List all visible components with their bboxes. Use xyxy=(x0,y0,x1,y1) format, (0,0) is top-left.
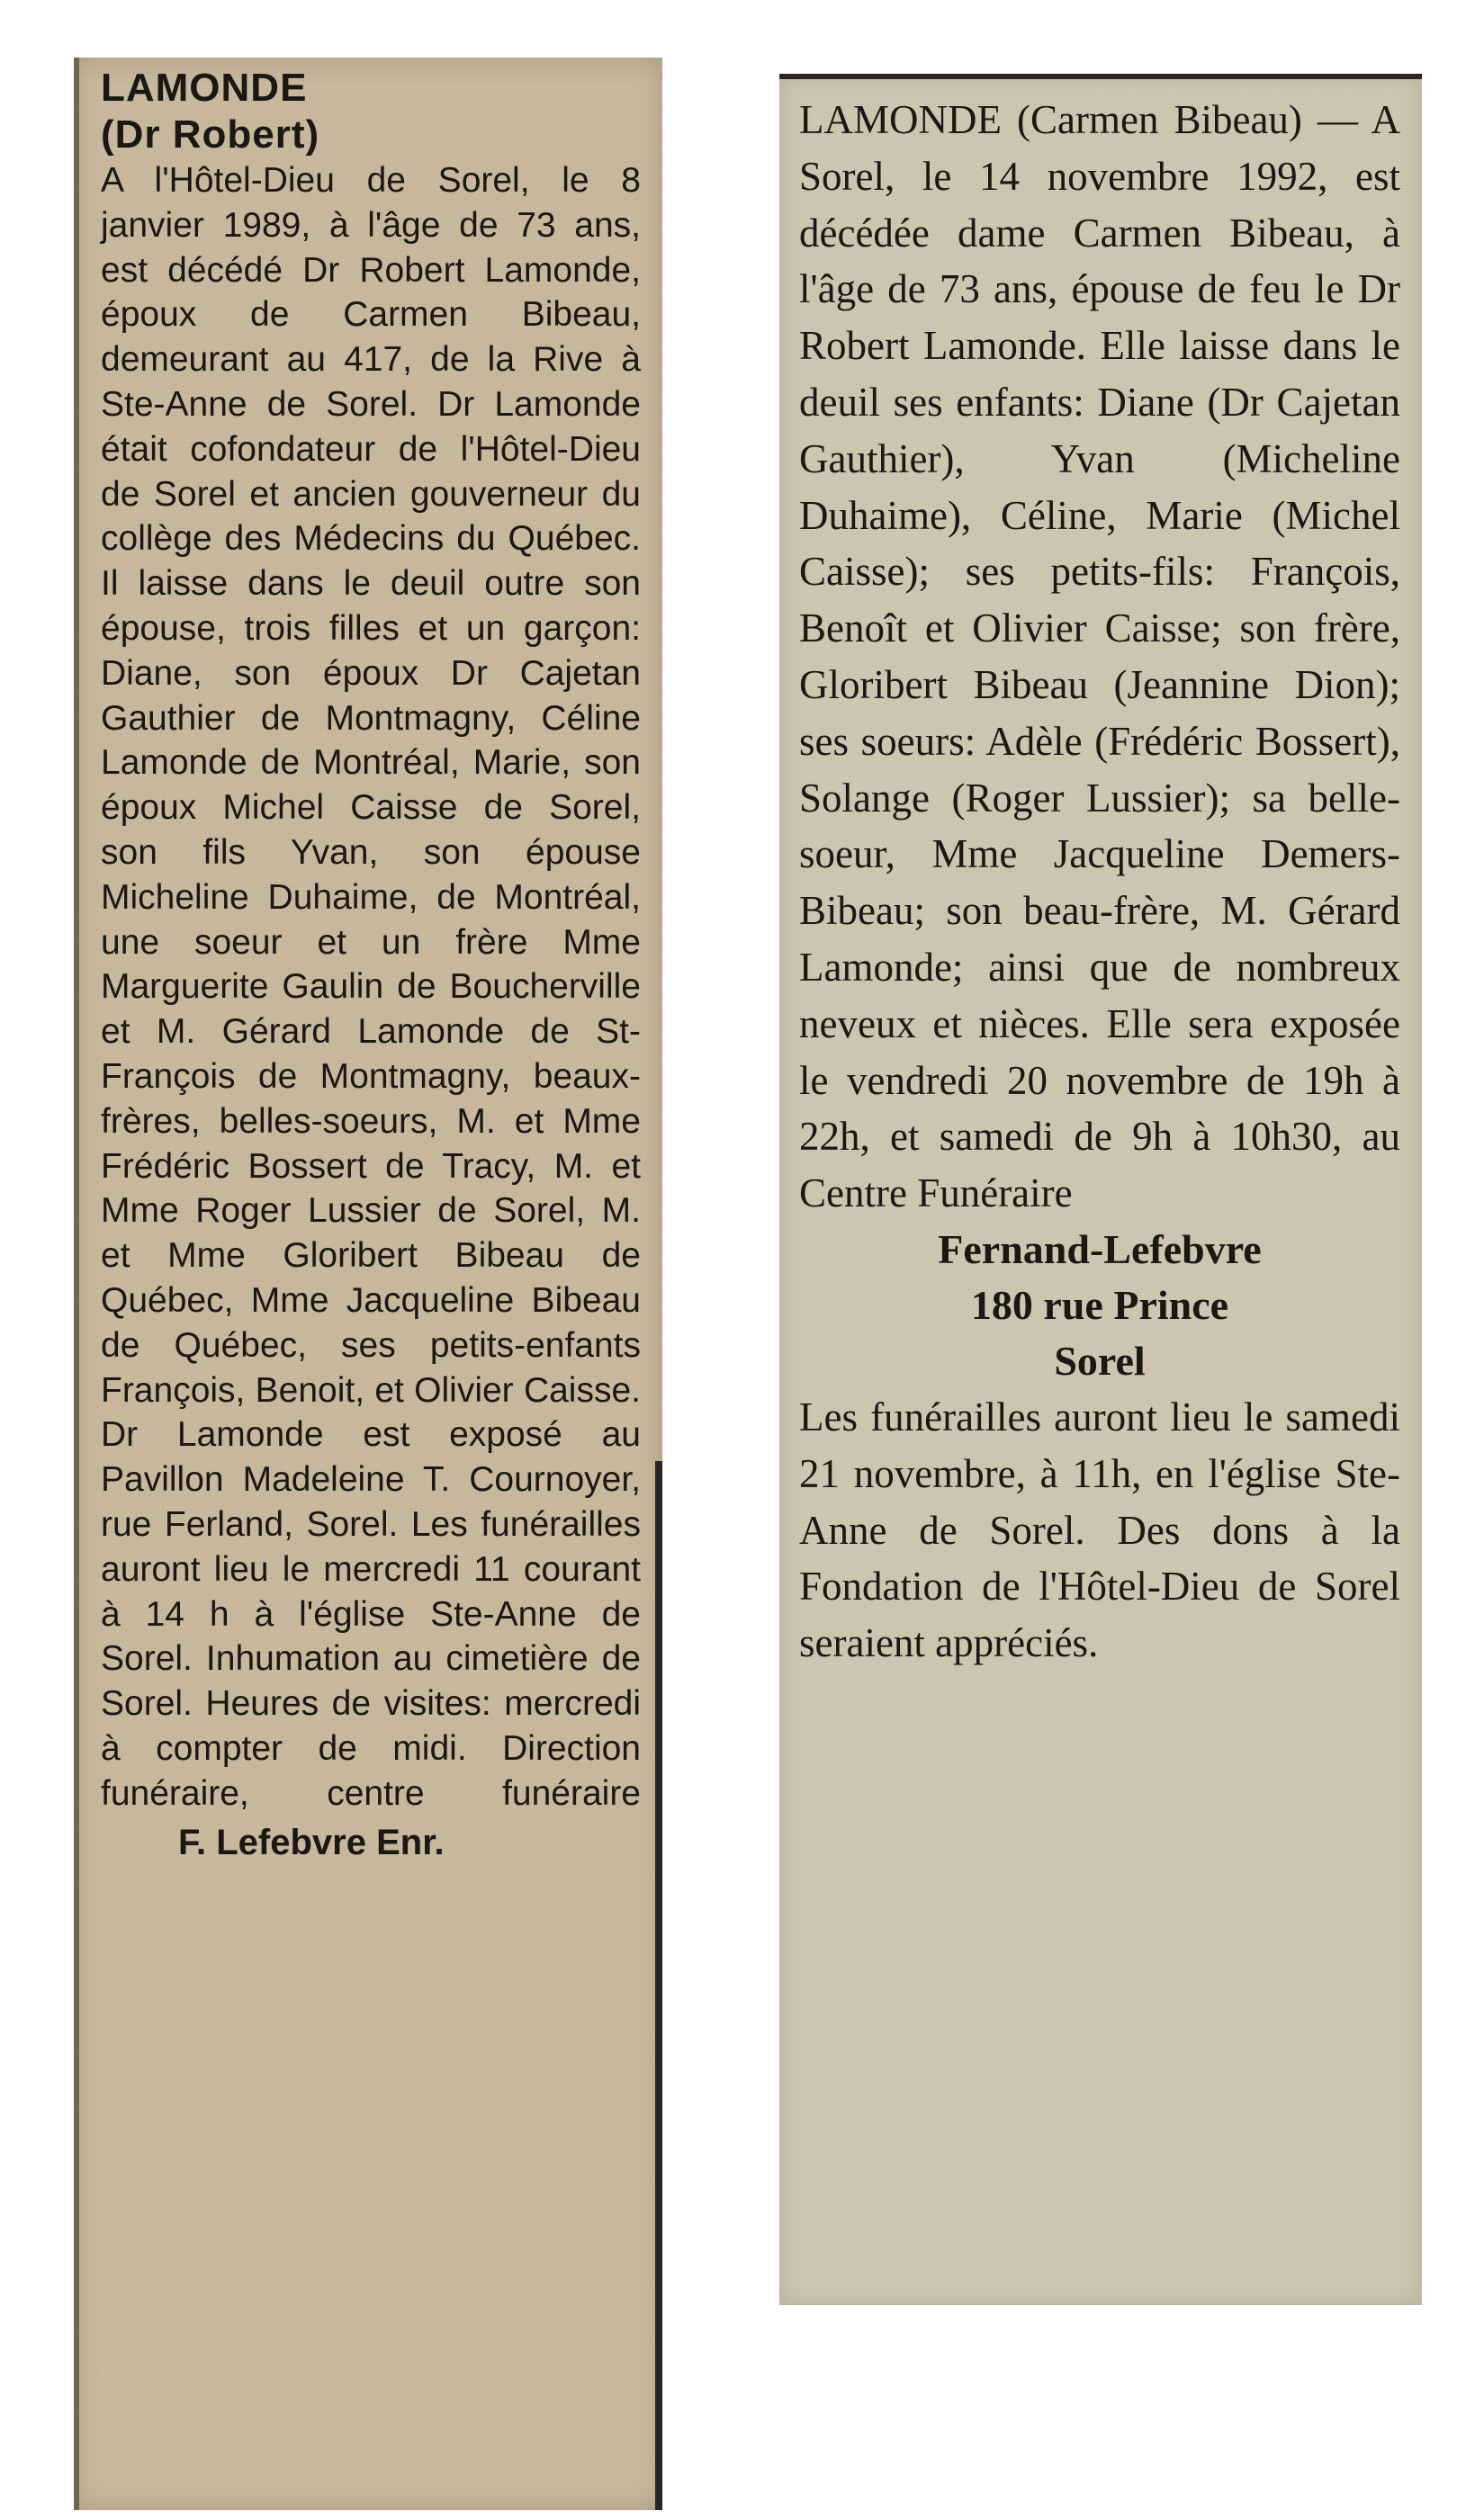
obituary-signature: F. Lefebvre Enr. xyxy=(178,1823,445,1863)
obituary-closing: Les funérailles auront lieu le samedi 21 novembre, à 11h, en l'église Ste-Anne de Sorel. Des dons à la Fondation de l'Hôtel-Dieu de Sorel seraient appréciés. xyxy=(799,1394,1400,1666)
obituary-body xyxy=(101,158,641,1816)
obituary-clipping-robert-lamonde xyxy=(74,58,662,2510)
obituary-name: LAMONDE xyxy=(101,66,308,110)
obituary-subname: (Dr Robert) xyxy=(101,112,320,157)
funeral-home-block xyxy=(799,1222,1400,1389)
obituary-clipping-carmen-bibeau xyxy=(779,74,1422,2305)
funeral-home-name: Fernand-Lefebvre xyxy=(938,1225,1262,1272)
obituary-text-block xyxy=(101,65,641,1866)
obituary-body-text: A l'Hôtel-Dieu de Sorel, le 8 janvier 1989, à l'âge de 73 ans, est décédé Dr Robert Lamonde, époux de Carmen Bibeau, demeurant au 417, de la Rive à Ste-Anne de Sorel. Dr Lamonde était cofondateur de l'Hôtel-Dieu de Sorel et ancien gouverneur du collège des Médecins du Québec. Il laisse dans le deuil outre son épouse, trois filles et un garçon: Diane, son époux Dr Cajetan Gauthier de Montmagny, Céline Lamonde de Montréal, Marie, son époux Michel Caisse de Sorel, son fils Yvan, son épouse Micheline Duhaime, de Montréal, une soeur et un frère Mme Marguerite Gaulin de Boucherville et M. Gérard Lamonde de St-François de Montmagny, beaux-frères, belles-soeurs, M. et Mme Frédéric Bossert de Tracy, M. et Mme Roger Lussier de Sorel, M. et Mme Gloribert Bibeau de Québec, Mme Jacqueline Bibeau de Québec, ses petits-enfants François, Benoit, et Olivier Caisse. Dr Lamonde est exposé au Pavillon Madeleine T. Cournoyer, rue Ferland, Sorel. Les funérailles auront lieu le mercredi 11 courant à 14 h à l'église Ste-Anne de Sorel. Inhumation au cimetière de Sorel. Heures de visites: mercredi à compter de midi. Direction funéraire, centre funéraire xyxy=(101,161,641,1813)
obituary-text-block xyxy=(799,92,1400,1672)
funeral-home-city: Sorel xyxy=(1054,1337,1146,1384)
obituary-intro: LAMONDE (Carmen Bibeau) — A Sorel, le 14 novembre 1992, est décédée dame Carmen Bibeau, à l'âge de 73 ans, épouse de feu le Dr Robert Lamonde. Elle laisse dans le deuil ses enfants: Diane (Dr Cajetan Gauthier), Yvan (Micheline Duhaime), Céline, Marie (Michel Caisse); ses petits-fils: François, Benoît et Olivier Caisse; son frère, Gloribert Bibeau (Jeannine Dion); ses soeurs: Adèle (Frédéric Bossert), Solange (Roger Lussier); sa belle-soeur, Mme Jacqueline Demers-Bibeau; son beau-frère, M. Gérard Lamonde; ainsi que de nombreux neveux et nièces. Elle sera exposée le vendredi 20 novembre de 19h à 22h, et samedi de 9h à 10h30, au Centre Funéraire xyxy=(799,97,1400,1216)
funeral-home-address: 180 rue Prince xyxy=(970,1281,1229,1328)
